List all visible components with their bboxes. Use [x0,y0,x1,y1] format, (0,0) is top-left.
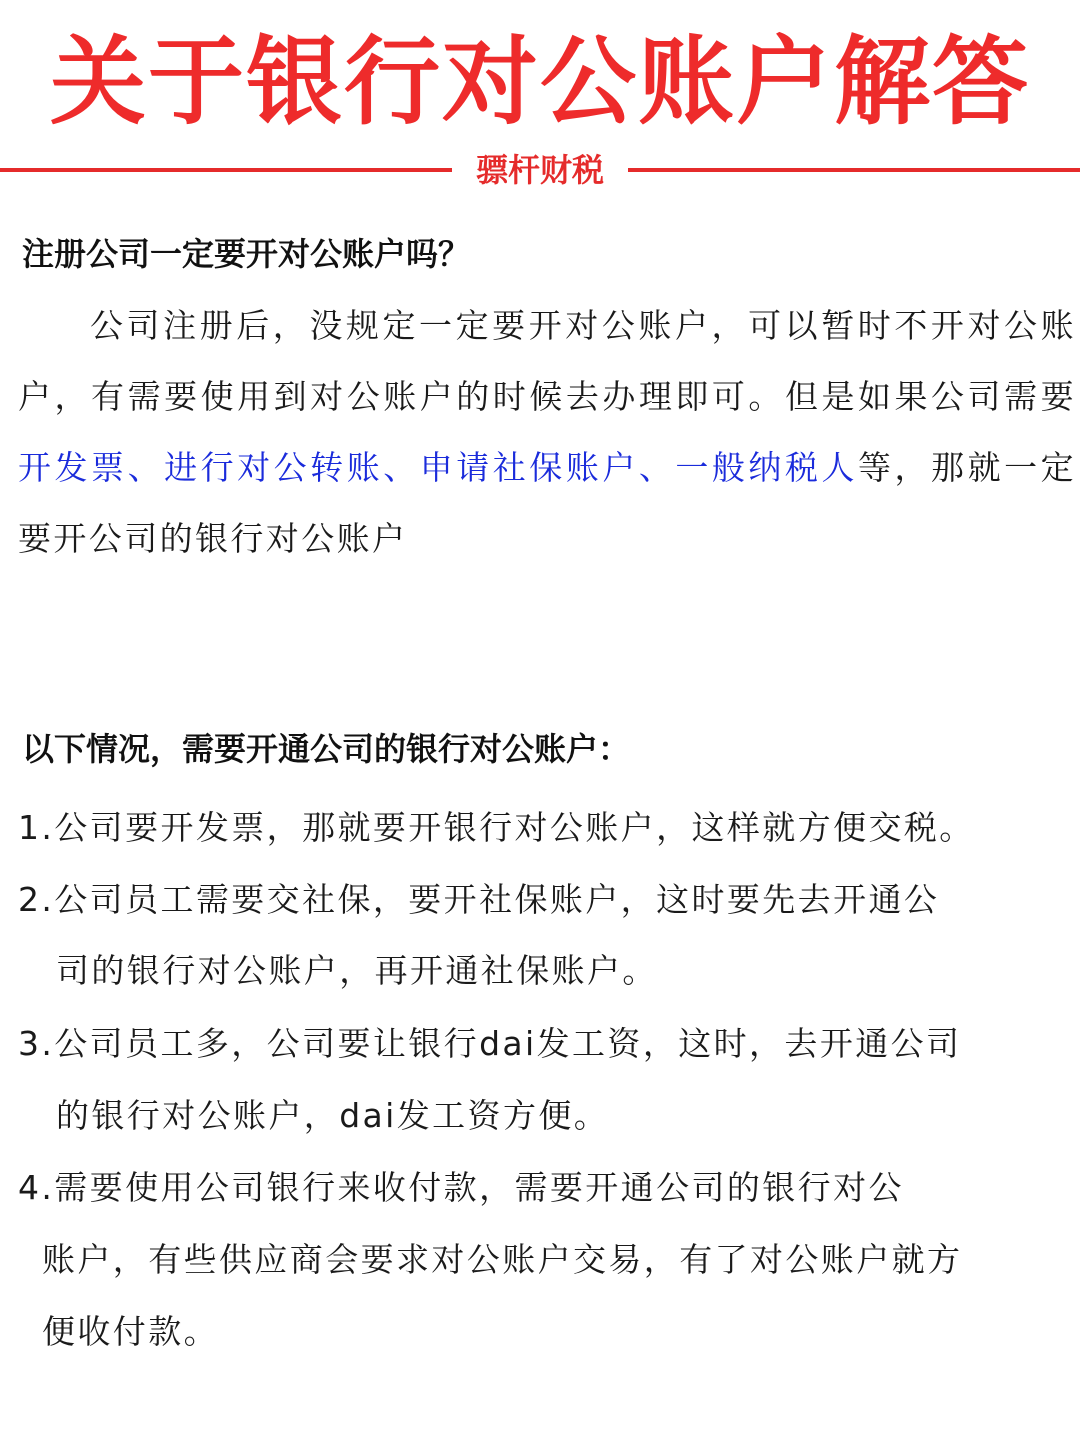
list-item-2-line-1: 2.公司员工需要交社保，要开社保账户，这时要先去开通公 [18,880,940,919]
paragraph-text-start: 公司注册后，没规定一定要开对公账户，可以暂时不开对公账户，有需要使用到对公账户的时候去办理即可。但是如果公司需要 [18,306,1076,416]
list-item-3-line-2: 的银行对公账户，dai发工资方便。 [56,1096,610,1135]
highlight-text: 开发票、进行对公转账、申请社保账户、一般纳税人 [18,448,858,487]
list-item-4-line-3: 便收付款。 [42,1312,219,1351]
page-title: 关于银行对公账户解答 [50,26,1030,138]
list-item-4-line-2: 账户，有些供应商会要求对公账户交易，有了对公账户就方 [42,1240,963,1279]
section1-heading: 注册公司一定要开对公账户吗？ [22,235,471,273]
list-item-1-line-1: 1.公司要开发票，那就要开银行对公账户，这样就方便交税。 [18,808,975,847]
divider-line-right [628,168,1080,172]
section1-paragraph [18,290,1076,574]
list-item-4-line-1: 4.需要使用公司银行来收付款，需要开通公司的银行对公 [18,1168,904,1207]
paragraph-text-end: 等，那就一定要开公司的银行对公账户 [18,448,1077,558]
section2-heading: 以下情况，需要开通公司的银行对公账户： [22,730,631,768]
brand-divider [0,148,1080,192]
list-item-2-line-2: 司的银行对公账户，再开通社保账户。 [56,951,658,990]
list-item-3-line-1: 3.公司员工多，公司要让银行dai发工资，这时，去开通公司 [18,1024,962,1063]
divider-line-left [0,168,452,172]
brand-name: 骠杆财税 [475,151,604,189]
